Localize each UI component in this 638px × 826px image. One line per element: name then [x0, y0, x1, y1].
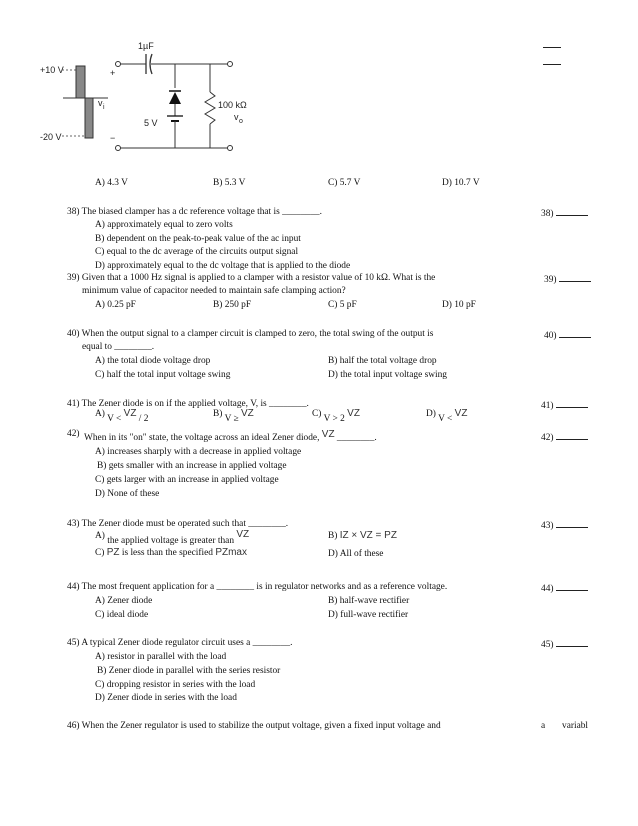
q39-stem-line1: 39) Given that a 1000 Hz signal is applied to a clamper with a resistor value of 10 kΩ. What is the [67, 273, 436, 283]
q42-number [541, 430, 588, 444]
q41-a-post: / 2 [138, 414, 149, 424]
q40-stem-line1: 40) When the output signal to a clamper circuit is clamped to zero, the total swing of the output is [67, 329, 434, 339]
q45-option-d: D) Zener diode in series with the load [95, 693, 237, 703]
q43-option-b [328, 530, 397, 542]
q44-option-c: C) ideal diode [95, 610, 149, 620]
top-right-mark-2 [543, 64, 561, 65]
q42-option-b: B) gets smaller with an increase in applied voltage [97, 461, 287, 471]
q38-option-c: C) equal to the dc average of the circuits output signal [95, 247, 299, 257]
q43-a-label: A) [95, 531, 105, 541]
q40-option-a: A) the total diode voltage drop [95, 356, 211, 366]
q39-option-a: A) 0.25 pF [95, 300, 136, 310]
q41-answer-blank[interactable] [556, 398, 588, 408]
q37-option-d: D) 10.7 V [442, 178, 480, 188]
q39-option-c: C) 5 pF [328, 300, 357, 310]
q40-option-b: B) half the total voltage drop [328, 356, 437, 366]
q41-c-label: C) [312, 409, 322, 419]
q43-stem: 43) The Zener diode must be operated such that ________. [67, 519, 289, 529]
q44-answer-blank[interactable] [556, 581, 588, 591]
q41-b-vz: VZ [241, 408, 254, 419]
label-cap: 1µF [138, 41, 154, 51]
q37-option-a: A) 4.3 V [95, 178, 128, 188]
q44-option-d: D) full-wave rectifier [328, 610, 409, 620]
label-vo-sub: o [239, 118, 243, 125]
q46-tail-b: variabl [562, 721, 589, 731]
q41-c-pre: V > 2 [323, 414, 345, 424]
q43-a-text: the applied voltage is greater than [107, 536, 235, 546]
q41-d-pre: V < [438, 414, 453, 424]
q41-a-pre: V < [107, 414, 122, 424]
q43-option-c [95, 547, 247, 559]
q38-num: 38) [541, 209, 554, 219]
q45-answer-blank[interactable] [556, 637, 588, 647]
q45-option-a: A) resistor in parallel with the load [95, 652, 227, 662]
q42-vz: VZ [321, 429, 335, 440]
q37-option-b: B) 5.3 V [213, 178, 246, 188]
q43-number [541, 518, 588, 532]
q38-option-a: A) approximately equal to zero volts [95, 220, 233, 230]
q46-stem: 46) When the Zener regulator is used to stabilize the output voltage, given a fixed input voltage and [67, 721, 441, 731]
q38-option-b: B) dependent on the peak-to-peak value of the ac input [95, 234, 301, 244]
q39-option-b: B) 250 pF [213, 300, 252, 310]
q44-option-a: A) Zener diode [95, 596, 153, 606]
q43-c-text: is less than the specified [121, 548, 213, 558]
q39-num: 39) [544, 275, 557, 285]
q41-option-a [95, 408, 149, 424]
q40-option-d: D) the total input voltage swing [328, 370, 447, 380]
q39-number [544, 272, 591, 286]
q45-option-c: C) dropping resistor in series with the load [95, 680, 256, 690]
q39-option-d: D) 10 pF [442, 300, 476, 310]
q40-option-c: C) half the total input voltage swing [95, 370, 231, 380]
q42-num: 42) [541, 433, 554, 443]
q43-c-label: C) [95, 548, 105, 558]
label-minus20: -20 V [40, 132, 62, 142]
q44-number [541, 581, 588, 595]
q42-stem [84, 429, 377, 444]
q41-b-pre: V ≥ [224, 414, 239, 424]
q41-stem: 41) The Zener diode is on if the applied voltage, V, is ________. [67, 399, 309, 409]
q43-a-vz: VZ [236, 529, 250, 540]
q45-stem: 45) A typical Zener diode regulator circuit uses a ________. [67, 638, 293, 648]
top-right-mark-1 [543, 47, 561, 48]
q39-stem-line2: minimum value of capacitor needed to maintain safe clamping action? [82, 286, 346, 296]
label-resistor: 100 kΩ [218, 100, 247, 110]
q40-num: 40) [544, 331, 557, 341]
q44-num: 44) [541, 584, 554, 594]
q37-option-c: C) 5.7 V [328, 178, 361, 188]
q44-stem: 44) The most frequent application for a ________ is in regulator networks and as a reference voltage. [67, 582, 448, 592]
q42-stem-post: ________. [336, 433, 377, 443]
q41-option-c [312, 408, 360, 424]
q42-option-a: A) increases sharply with a decrease in applied voltage [95, 447, 302, 457]
q42-number-left: 42) [67, 429, 80, 439]
q40-number [544, 328, 591, 342]
q38-answer-blank[interactable] [556, 206, 588, 216]
label-vi: v [98, 98, 103, 108]
q46-tail-a: a [541, 721, 546, 731]
q39-answer-blank[interactable] [559, 272, 591, 282]
q45-num: 45) [541, 640, 554, 650]
q43-option-d: D) All of these [328, 549, 384, 559]
q41-c-vz: VZ [347, 408, 360, 419]
label-input-plus: + [110, 68, 116, 78]
q42-option-c: C) gets larger with an increase in applied voltage [95, 475, 279, 485]
q43-b-eq: IZ × VZ = PZ [339, 530, 397, 541]
q45-number [541, 637, 588, 651]
q43-c-pz: PZ [106, 547, 120, 558]
q45-option-b: B) Zener diode in parallel with the series resistor [97, 666, 281, 676]
q43-num: 43) [541, 521, 554, 531]
q42-answer-blank[interactable] [556, 430, 588, 440]
q40-stem-line2: equal to ________. [82, 342, 155, 352]
q43-b-label: B) [328, 531, 338, 541]
q41-d-vz: VZ [454, 408, 468, 419]
q43-c-pzmax: PZmax [215, 547, 247, 558]
label-battery: 5 V [144, 118, 158, 128]
clamper-circuit-diagram [38, 36, 253, 161]
q41-option-d [426, 408, 468, 424]
q38-number [541, 206, 588, 220]
q40-answer-blank[interactable] [559, 328, 591, 338]
q43-option-a [95, 529, 250, 546]
q38-option-d: D) approximately equal to the dc voltage that is applied to the diode [95, 261, 351, 271]
input-wave-low [85, 98, 93, 138]
q41-a-vz: VZ [123, 408, 137, 419]
label-vi-sub: i [103, 104, 105, 111]
q41-num: 41) [541, 401, 554, 411]
q38-stem: 38) The biased clamper has a dc reference voltage that is ________. [67, 207, 322, 217]
q41-number [541, 398, 588, 412]
q42-option-d: D) None of these [95, 489, 160, 499]
q41-option-b [213, 408, 254, 424]
label-vo: v [234, 112, 239, 122]
q44-option-b: B) half-wave rectifier [328, 596, 410, 606]
label-input-minus: − [110, 133, 116, 143]
q42-stem-pre: When in its "on" state, the voltage across an ideal Zener diode, [84, 433, 320, 443]
q41-a-label: A) [95, 409, 105, 419]
input-wave-high [76, 66, 85, 98]
label-plus10: +10 V [40, 65, 64, 75]
q41-d-label: D) [426, 409, 436, 419]
q41-b-label: B) [213, 409, 223, 419]
q43-answer-blank[interactable] [556, 518, 588, 528]
